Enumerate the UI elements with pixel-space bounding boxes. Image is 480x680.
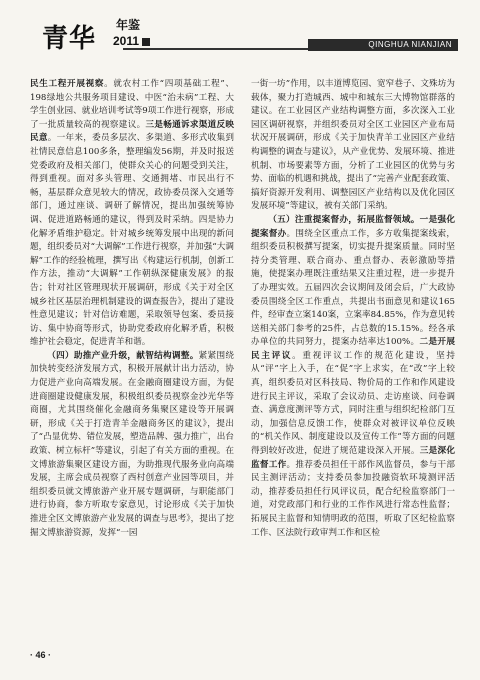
logo-title: 青华 [42,24,97,54]
bold-heading: 一是强化提案督办 [251,214,455,239]
left-column [30,78,234,638]
paragraph-text: 。围绕全区重点工作，多方收集提案线索，组织委员积极撰写提案，切实提升提案质量。同时坚持分类管理、联合商办、重点督办、表彰激励等措施，使提案办理既注重结果又注重过程，进一步提升了办理实效。五届四次会议期间及闭会后，广大政协委员围绕全区工作重点，共提出书面意见和建议165件，经审查立案140案，立案率84.85%，作为意见转送相关部门参考的25件，占总数的15.15%。经各承办单位的共同努力，提案办结率达100%。 [251,228,455,348]
section-band: QINGHUA NIANJIAN [308,39,458,51]
page-header [28,14,458,62]
logo-year [113,34,150,48]
paragraph [251,214,455,540]
paragraph [30,350,234,540]
bold-heading: 民生工程开展视察 [30,79,105,89]
page-number: · 46 · [30,650,52,660]
bold-heading: 三是畅通诉求渠道反映民意 [30,119,234,144]
paragraph-text: 。重视评议工作的规范化建设，坚持从“评”字上入手，在“促”字上求实，在“改”字上较真，组织委员对区科技局、物价局的工作和作风建设进行民主评议，采取了会议动员、走访座谈、问卷调查、满意度测评等方式，同时注重与组织纪检部门互动，加强信息反馈工作，使群众对被评议单位反映的“机关作风、制度建设以及宣传工作”等方面的问题得到较好改进，促进了规范建设深入开展。 [251,350,455,457]
article-body [30,78,455,638]
square-icon [142,38,150,46]
paragraph-text: 紧紧围绕加快转变经济发展方式，积极开展献计出力活动，协力促进产业向高端发展。在金融商圈建设方面，为促进商圈建设健康发展，积极组织委员视察金沙光华等商圈，尤其围绕催化金融商务集聚区建设等开展调研，形成《关于打造青羊金融商务区的建议》，提出了“凸显优势、错位发展，塑造品牌、强力推广，出台政策、树立标杆”等建议，引起了有关方面的重视。在文博旅游集聚区建设方面，为助推现代服务业向高端发展，主席会成员视察了西村创意产业园等项目，并组织委员就文博旅游产业开展专题调研，与职能部门进行协商，参方听取专家意见，讨论形成《关于加快推进全区文博旅游产业发展的调查与思考》，提出了挖掘文博旅游资源，发挥“一园 [30,350,234,538]
bold-heading: 三是深化监督工作 [251,446,455,470]
paragraph-text: 。推荐委员担任干部作风监督员，参与干部民主测评活动；支持委员参加投融资软环境测评活动，推荐委员担任行风评议员，配合纪检监察部门一道，对党政部门和行业的工作作风进行常态性监督；拓展民主监督和知情明政的范围，听取了区纪检监察工作、区法院行政审判工作和区检 [251,459,455,538]
bold-heading: 二是开展民主评议 [251,337,455,361]
bold-heading: （四）助推产业升级，献智结构调整。 [47,350,199,361]
paragraph-text: 。一年来，委员多层次、多渠道、多形式收集到社情民意信息100多条，整理编发56期，并及时报送党委政府及相关部门，使群众关心的问题受到关注，得到重视。面对多头管理、交通拥堵、市民出行不畅，基层群众意见较大的情况，政协委员深入交通等部门，通过座谈、调研了解情况，提出加强统筹协调、促进道路畅通的建议，得到及时采纳。四是协力化解矛盾维护稳定。针对城乡统筹发展中出现的新问题，组织委员对“大调解”工作进行视察，并加强“大调解”工作的经验梳理，撰写出《构建运行机制，创新工作方法，推动“大调解”工作朝纵深健康发展》的报告；针对社区管理现状开展调研，形成《关于对全区城乡社区基层治理机制建设的调查报告》，提出了建设性意见建议；针对信访难题，采取领导包案、委员接访、集中协商等形式，协助党委政府化解矛盾，积极维护社会稳定，促进青羊和谐。 [30,133,234,348]
yearbook-logo [28,14,178,62]
right-column [251,78,455,638]
logo-subtitle: 年鉴 [116,18,141,32]
paragraph-text: 一街一坊”作用，以丰道博览园、宽窄巷子、文殊坊为载体，聚力打造城西、城中和城东三大博物馆群落的建议。在工业园区产业结构调整方面，多次深入工业园区调研视察，并组织委员对全区工业园区产业布局状况开展调研，形成《关于加快青羊工业园区产业结构调整的调查与建议》，从产业优势、发展环境、推进机制、市场要素等方面，分析了工业园区的优势与劣势、面临的机遇和挑战，提出了“完善产业配套政策、搞好资源开发利用、调整园区产业结构以及优化园区发展环境”等建议，被有关部门采纳。 [251,79,455,212]
paragraph [30,78,234,350]
paragraph-text: 。就农村工作“四项基础工程”、198绿地公共服务项目建设、中医“治未病”工程、大学生创业园、就业培训考试等9项工作进行视察，形成了一批质量较高的视察建议。 [30,79,234,130]
bold-heading: （五）注重提案督办，拓展监督领域。 [268,214,420,225]
paragraph [251,78,455,214]
logo-year-text: 2011 [113,34,140,48]
